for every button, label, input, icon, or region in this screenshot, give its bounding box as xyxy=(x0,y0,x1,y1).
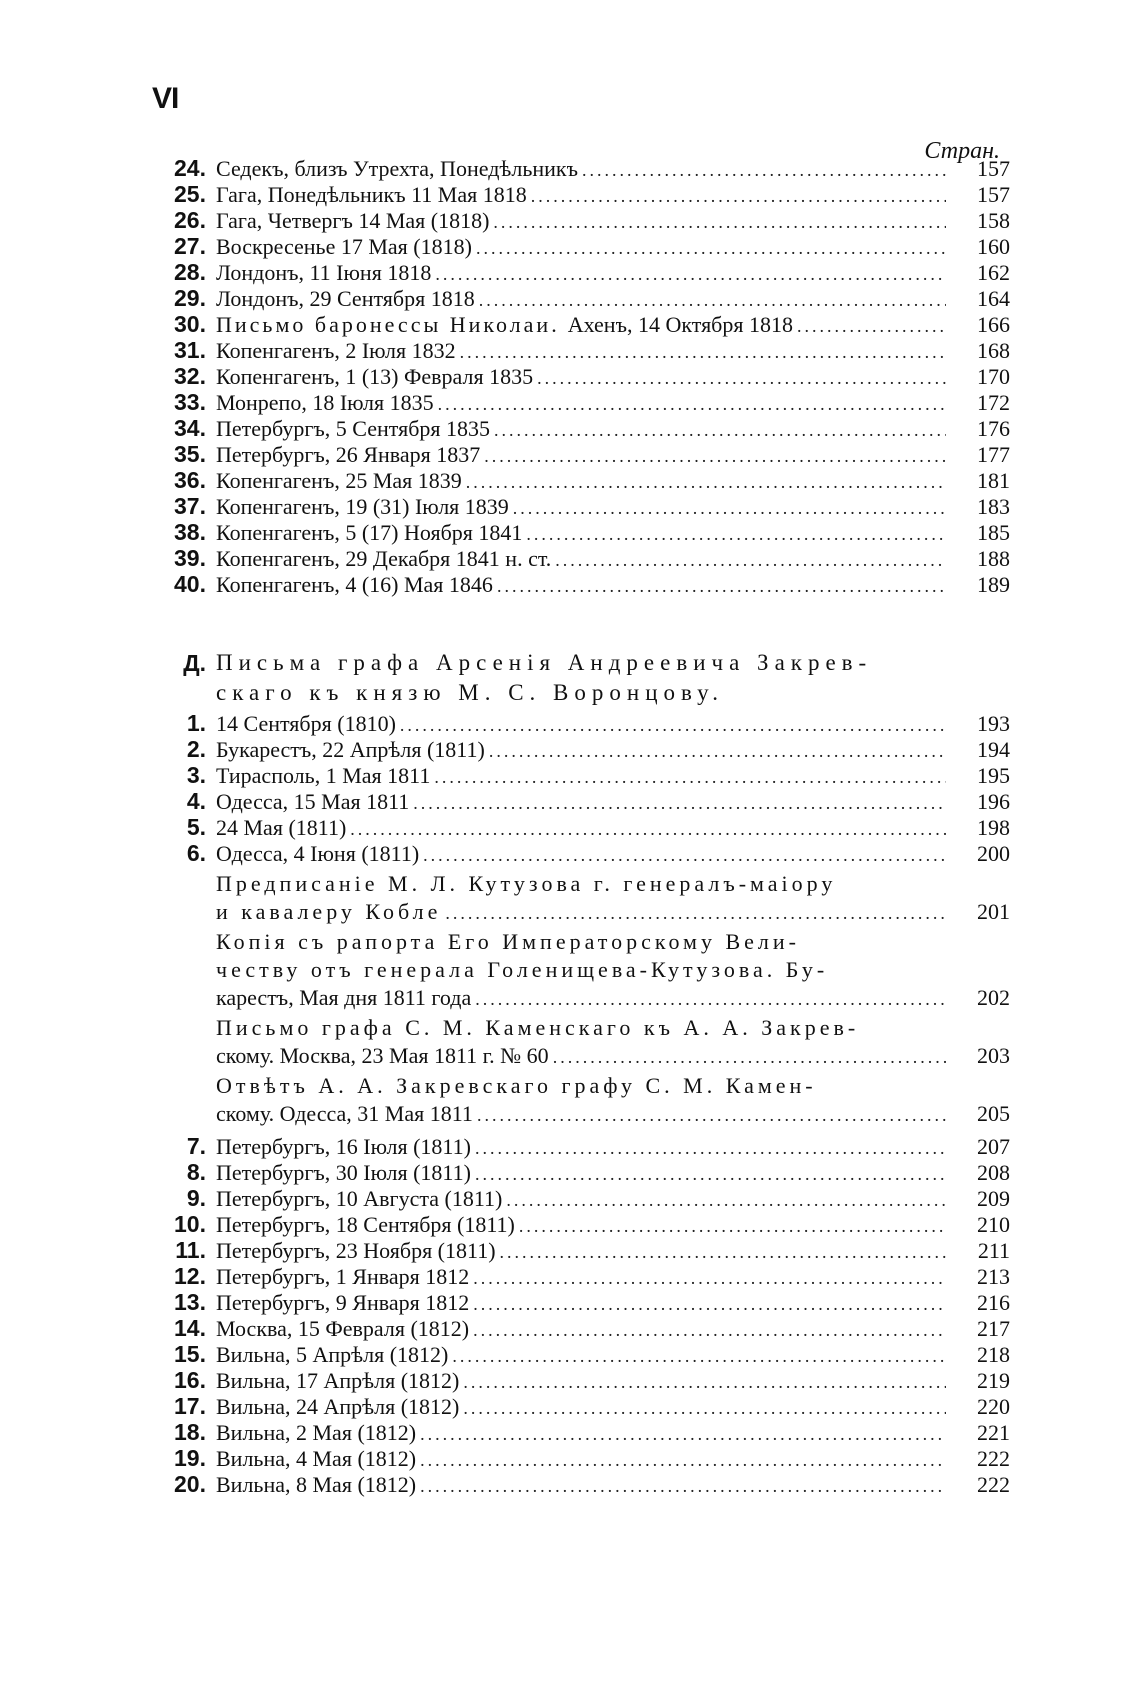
toc-entry: 32. Копенгагенъ, 1 (13) Февраля 1835 ..... 170 xyxy=(150,363,1010,389)
toc-entry: 14. Москва, 15 Февраля (1812) ..... 217 xyxy=(150,1315,1010,1341)
toc-entry: 2. Букарестъ, 22 Апрѣля (1811) ..... 194 xyxy=(150,736,1010,762)
toc-entry: 34. Петербургъ, 5 Сентября 1835 ..... 176 xyxy=(150,415,1010,441)
contents-list-a xyxy=(150,155,1010,597)
toc-entry: 13. Петербургъ, 9 Января 1812 ..... 216 xyxy=(150,1289,1010,1315)
toc-entry: 28. Лондонъ, 11 Іюня 1818 ..... 162 xyxy=(150,259,1010,285)
sub-entry: Предписаніе М. Л. Кутузова г. генералъ-маіору и кавалеру Кобле ..... 201 xyxy=(216,870,1010,927)
toc-entry: 5. 24 Мая (1811) ..... 198 xyxy=(150,814,1010,840)
toc-entry: 9. Петербургъ, 10 Августа (1811) ..... 209 xyxy=(150,1185,1010,1211)
toc-entry: 6. Одесса, 4 Іюня (1811) ..... 200 xyxy=(150,840,1010,866)
contents-list-b1 xyxy=(150,710,1010,866)
toc-entry: 27. Воскресенье 17 Мая (1818) ..... 160 xyxy=(150,233,1010,259)
sub-entry: Копія съ рапорта Его Императорскому Вели- честву отъ генерала Голенищева-Кутузова. Бу- карестъ, Мая дня 1811 года ..... 202 xyxy=(216,928,1010,1013)
toc-entry: 19. Вильна, 4 Мая (1812) ..... 222 xyxy=(150,1445,1010,1471)
toc-entry: 16. Вильна, 17 Апрѣля (1812) ..... 219 xyxy=(150,1367,1010,1393)
toc-entry: 30. Письмо баронессы Николаи. Ахенъ, 14 Октября 1818 ..... 166 xyxy=(150,311,1010,337)
toc-entry: 20. Вильна, 8 Мая (1812) ..... 222 xyxy=(150,1471,1010,1497)
contents-list-b2 xyxy=(150,1133,1010,1497)
toc-entry: 38. Копенгагенъ, 5 (17) Ноября 1841 ..... 185 xyxy=(150,519,1010,545)
toc-entry: 8. Петербургъ, 30 Іюля (1811) ..... 208 xyxy=(150,1159,1010,1185)
toc-entry: 25. Гага, Понедѣльникъ 11 Мая 1818 ..... 157 xyxy=(150,181,1010,207)
section-title: Письма графа Арсенія Андреевича Закрев- скаго къ князю М. С. Воронцову. xyxy=(216,650,873,705)
toc-entry: 24. Седекъ, близъ Утрехта, Понедѣльникъ ..... 157 xyxy=(150,155,1010,181)
toc-entry: 18. Вильна, 2 Мая (1812) ..... 221 xyxy=(150,1419,1010,1445)
toc-entry: 10. Петербургъ, 18 Сентября (1811) ..... 210 xyxy=(150,1211,1010,1237)
toc-entry: 37. Копенгагенъ, 19 (31) Іюля 1839 ..... 183 xyxy=(150,493,1010,519)
toc-entry: 36. Копенгагенъ, 25 Мая 1839 ..... 181 xyxy=(150,467,1010,493)
toc-entry: 15. Вильна, 5 Апрѣля (1812) ..... 218 xyxy=(150,1341,1010,1367)
toc-entry: 11. Петербургъ, 23 Ноября (1811) ..... 211 xyxy=(150,1237,1010,1263)
toc-entry: 29. Лондонъ, 29 Сентября 1818 ..... 164 xyxy=(150,285,1010,311)
toc-entry: 7. Петербургъ, 16 Іюля (1811) ..... 207 xyxy=(150,1133,1010,1159)
pages-column-header: Стран. xyxy=(924,138,1000,164)
toc-entry: 17. Вильна, 24 Апрѣля (1812) ..... 220 xyxy=(150,1393,1010,1419)
toc-entry: 1. 14 Сентября (1810) ..... 193 xyxy=(150,710,1010,736)
toc-entry: 40. Копенгагенъ, 4 (16) Мая 1846 ..... 189 xyxy=(150,571,1010,597)
toc-entry: 12. Петербургъ, 1 Января 1812 ..... 213 xyxy=(150,1263,1010,1289)
sub-entry: Письмо графа С. М. Каменскаго къ А. А. Закрев- скому. Москва, 23 Мая 1811 г. № 60 ..... 203 xyxy=(216,1014,1010,1071)
section-heading-d xyxy=(150,648,1010,708)
toc-entry: 26. Гага, Четвергъ 14 Мая (1818) ..... 158 xyxy=(150,207,1010,233)
section-letter: Д. xyxy=(183,650,206,676)
toc-entry: 31. Копенгагенъ, 2 Іюля 1832 ..... 168 xyxy=(150,337,1010,363)
toc-entry: 3. Тирасполь, 1 Мая 1811 ..... 195 xyxy=(150,762,1010,788)
toc-entry: 35. Петербургъ, 26 Января 1837 ..... 177 xyxy=(150,441,1010,467)
toc-entry: 39. Копенгагенъ, 29 Декабря 1841 н. ст. ..... 188 xyxy=(150,545,1010,571)
toc-entry: 33. Монрепо, 18 Іюля 1835 ..... 172 xyxy=(150,389,1010,415)
page-number-roman: VI xyxy=(152,82,179,115)
toc-entry: 4. Одесса, 15 Мая 1811 ..... 196 xyxy=(150,788,1010,814)
sub-entry: Отвѣтъ А. А. Закревскаго графу С. М. Камен- скому. Одесса, 31 Мая 1811 ..... 205 xyxy=(216,1072,1010,1129)
